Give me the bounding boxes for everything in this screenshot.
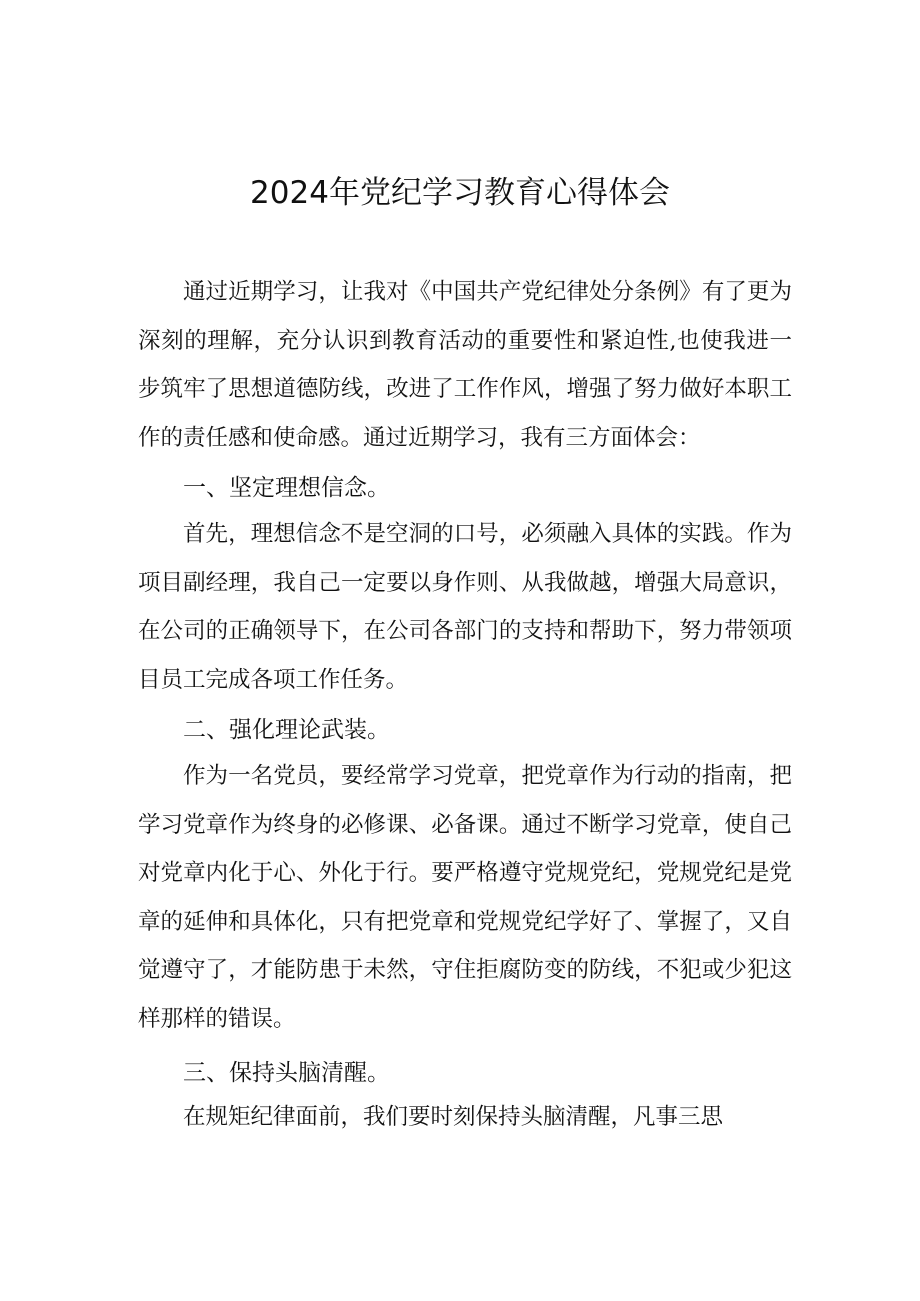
section-1-paragraph: 首先，理想信念不是空洞的口号，必须融入具体的实践。作为项目副经理，我自己一定要以身作则、从我做越，增强大局意识，在公司的正确领导下，在公司各部门的支持和帮助下，努力带领项目员工完成各项工作任务。 [138,521,792,693]
section-heading-2: 二、强化理论武装。 [183,717,390,743]
intro-paragraph: 通过近期学习，让我对《中国共产党纪律处分条例》有了更为深刻的理解，充分认识到教育活动的重要性和紧迫性,也使我进一步筑牢了思想道德防线，改进了工作作风，增强了努力做好本职工作的责任感和使命感。通过近期学习，我有三方面体会： [138,279,792,451]
section-heading-1: 一、坚定理想信念。 [183,475,390,501]
document-title: 2024年党纪学习教育心得体会 [250,175,670,211]
section-3-paragraph: 在规矩纪律面前，我们要时刻保持头脑清醒，凡事三思 [183,1104,724,1130]
section-2-paragraph: 作为一名党员，要经常学习党章，把党章作为行动的指南，把学习党章作为终身的必修课、必备课。通过不断学习党章，使自己对党章内化于心、外化于行。要严格遵守党规党纪，党规党纪是党章的延伸和具体化，只有把党章和党规党纪学好了、掌握了，又自觉遵守了，才能防患于未然，守住拒腐防变的防线，不犯或少犯这样那样的错误。 [138,763,792,1032]
section-heading-3: 三、保持头脑清醒。 [183,1060,390,1086]
